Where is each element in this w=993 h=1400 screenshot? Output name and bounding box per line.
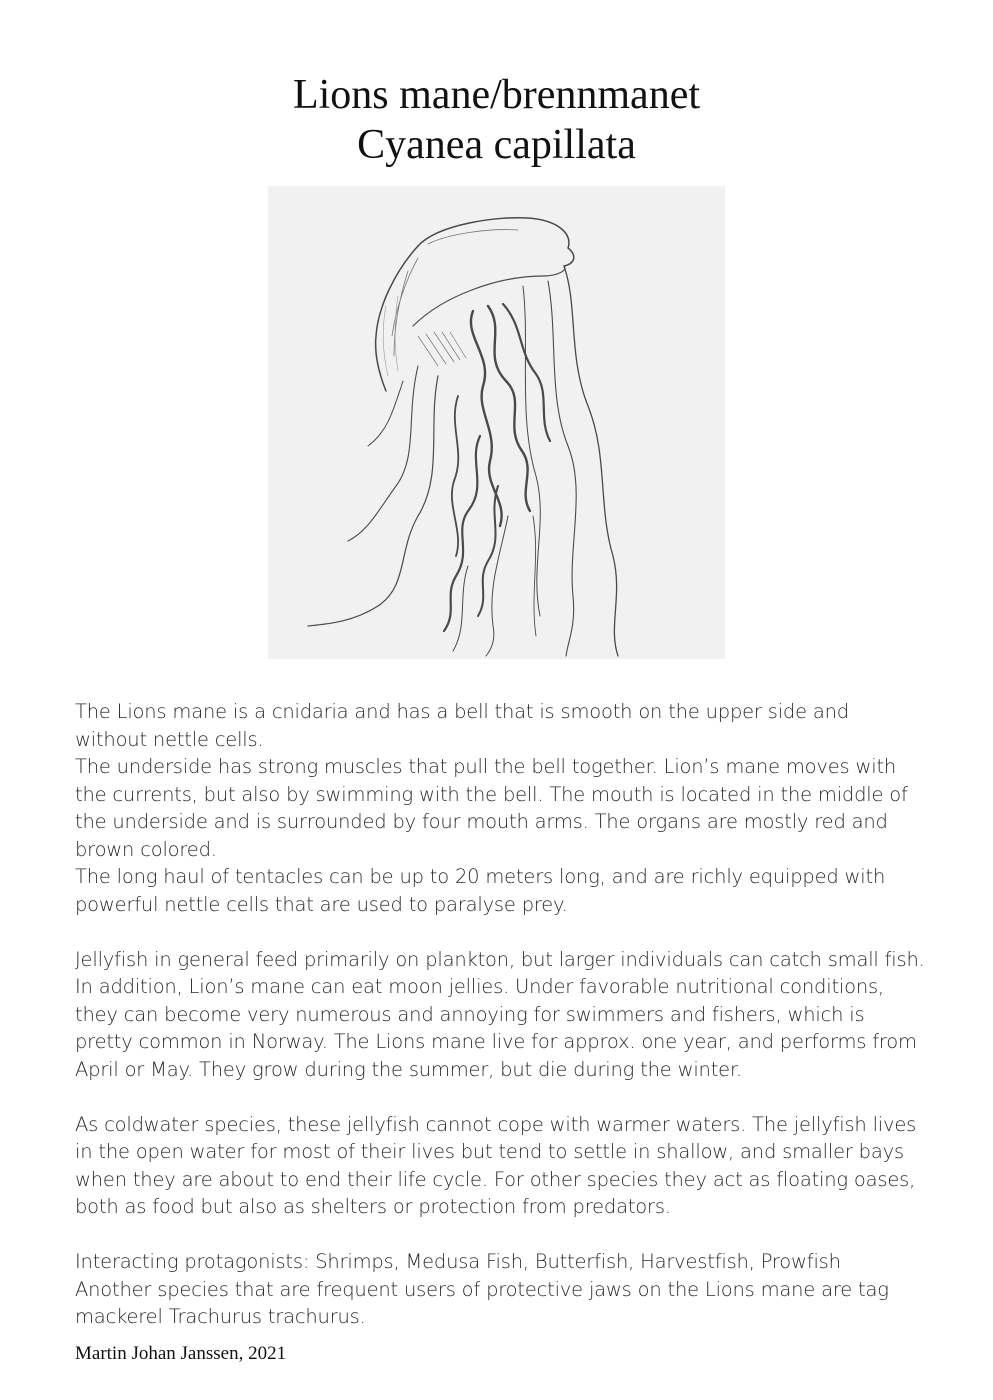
title-common-name: Lions mane/brennmanet xyxy=(292,72,701,118)
paragraph-other-species: Another species that are frequent users of protective jaws on the Lions mane are tag mackerel Trachurus trachurus. xyxy=(75,1277,889,1328)
description-text xyxy=(75,698,925,1331)
paragraph-habitat: As coldwater species, these jellyfish cannot cope with warmer waters. The jellyfish lives in the open water for most of their lives but tend to settle in shallow, and smaller bays when they are about to end their life cycle. For other species they act as floating oases, both as food but also as shelters or protection from predators. xyxy=(75,1112,917,1218)
title-scientific-name: Cyanea capillata xyxy=(357,122,636,168)
paragraph-protagonists: Interacting protagonists: Shrimps, Medusa Fish, Butterfish, Harvestfish, Prowfish xyxy=(75,1250,841,1273)
jellyfish-illustration xyxy=(268,186,725,659)
paragraph-tentacles: The long haul of tentacles can be up to 20 meters long, and are richly equipped with powerful nettle cells that are used to paralyse prey. xyxy=(75,865,886,916)
paragraph-underside: The underside has strong muscles that pull the bell together. Lion’s mane moves with the currents, but also by swimming with the bell. The mouth is located in the middle of the underside and is surrounded by four mouth arms. The organs are mostly red and brown colored. xyxy=(75,755,908,861)
page-title xyxy=(0,70,993,170)
paragraph-feeding: Jellyfish in general feed primarily on plankton, but larger individuals can catch small fish. In addition, Lion’s mane can eat moon jellies. Under favorable nutritional conditions, they can become very numerous and annoying for swimmers and fishers, which is pretty common in Norway. The Lions mane live for approx. one year, and performs from April or May. They grow during the summer, but die during the winter. xyxy=(75,947,925,1081)
author-signature: Martin Johan Janssen, 2021 xyxy=(75,1343,287,1364)
jellyfish-drawing-icon xyxy=(268,186,725,659)
paragraph-bell: The Lions mane is a cnidaria and has a bell that is smooth on the upper side and without nettle cells. xyxy=(75,700,849,751)
